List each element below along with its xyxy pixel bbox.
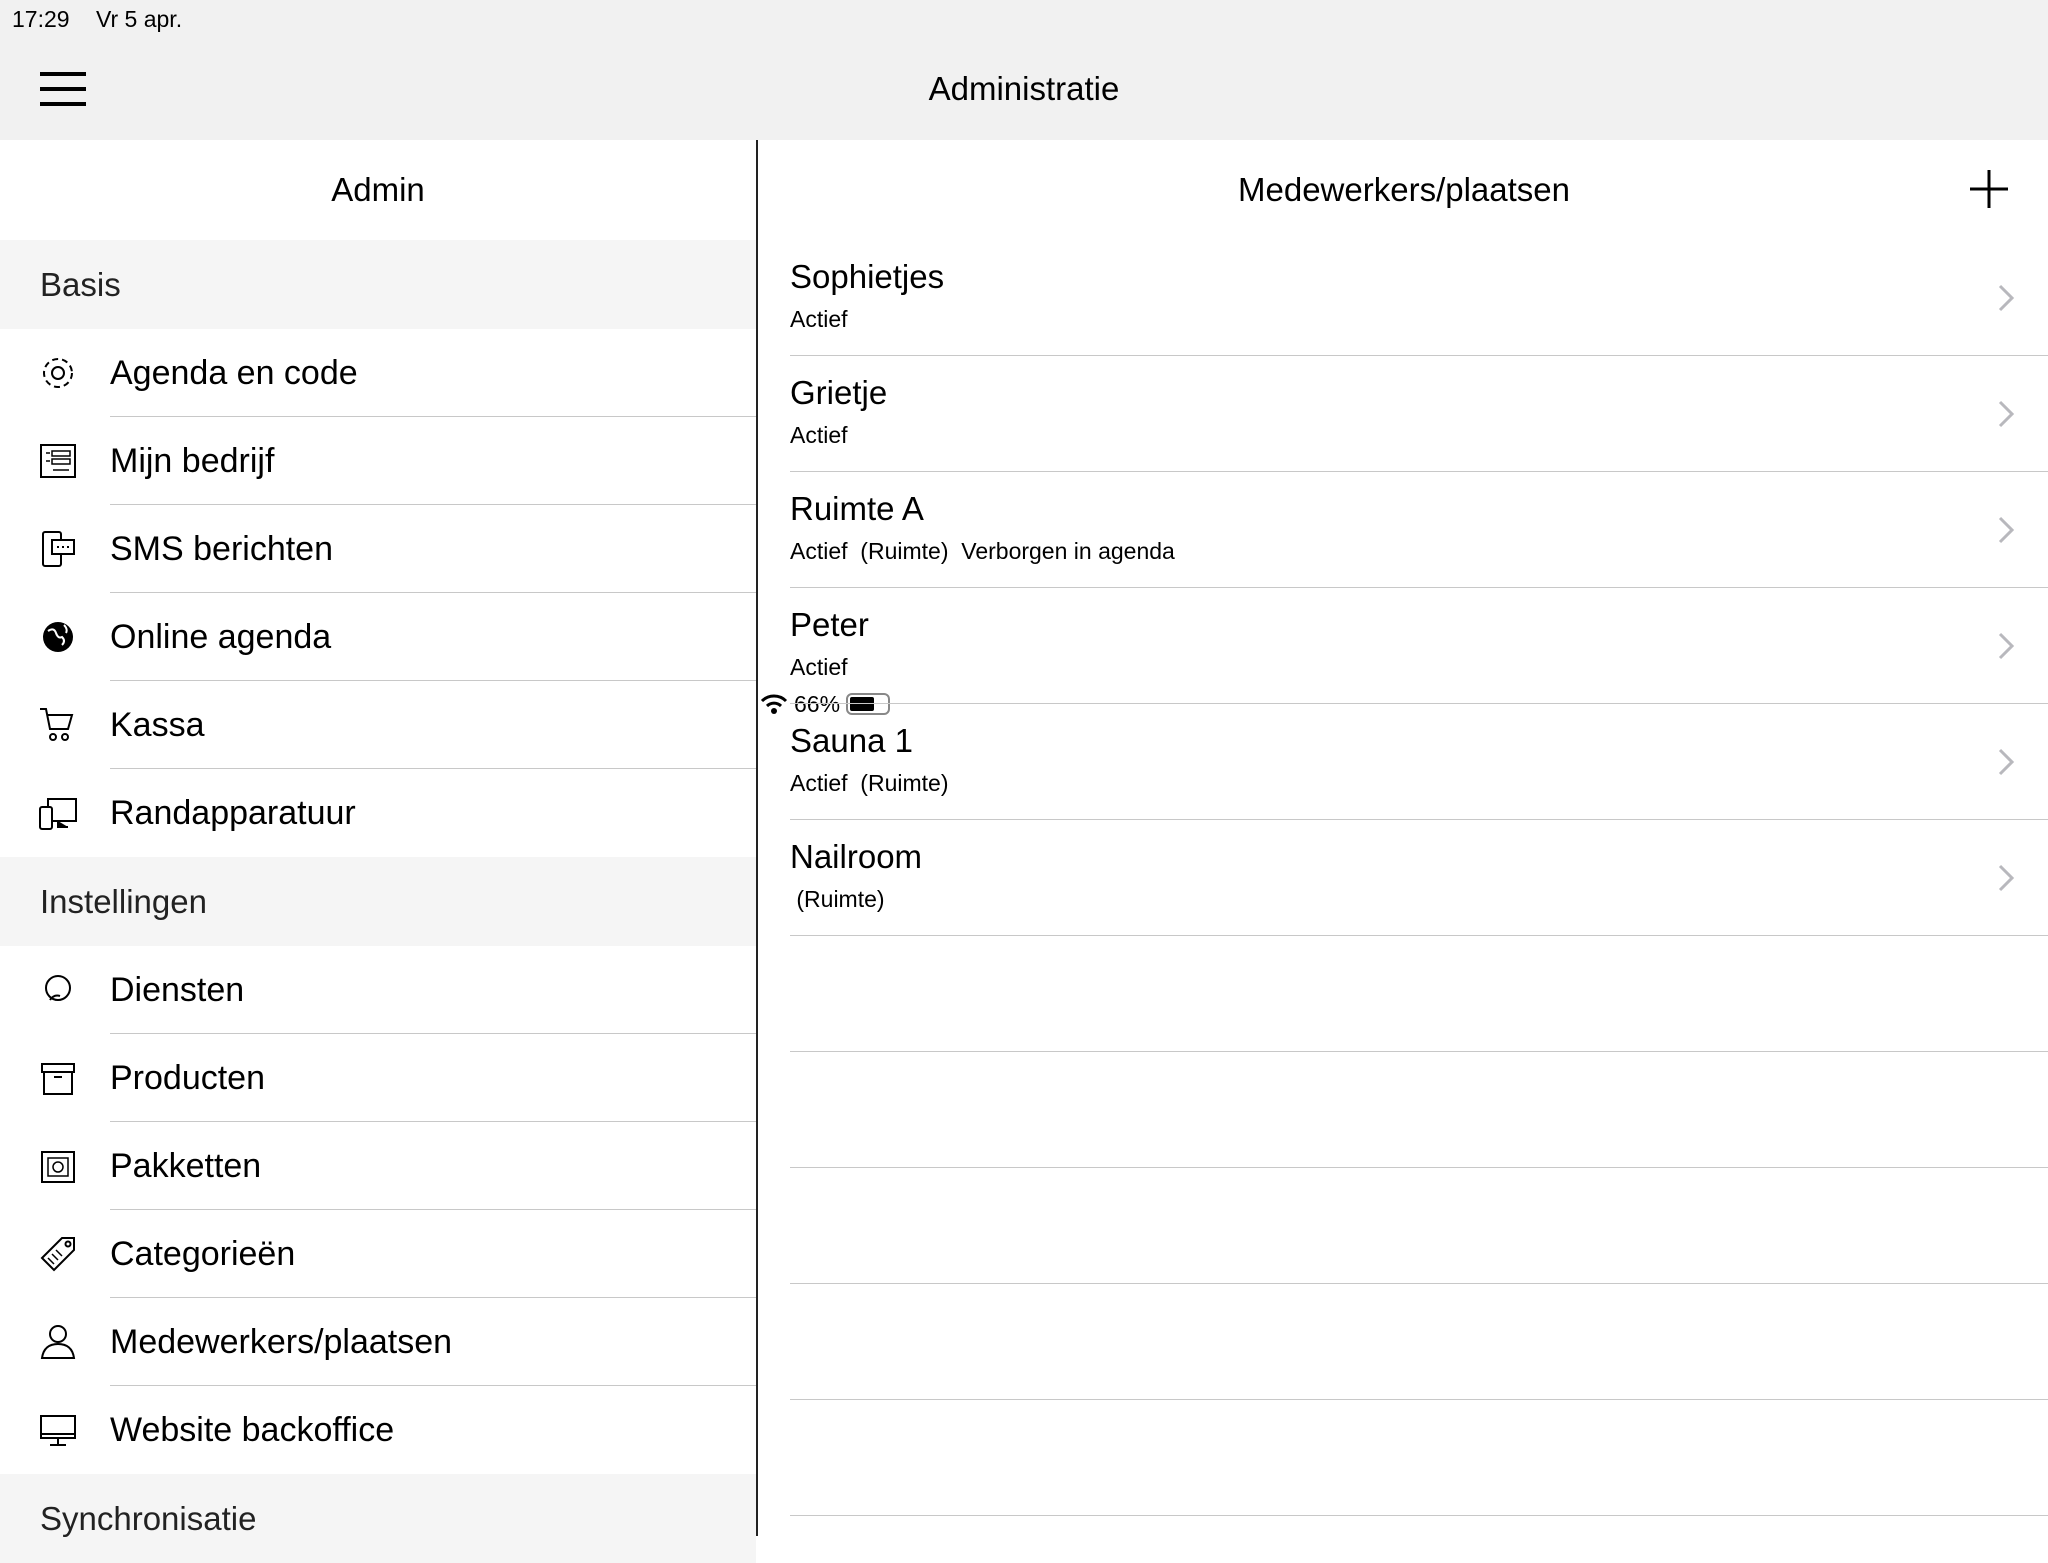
empty-row [790,1400,2048,1516]
list-item[interactable] [790,356,2048,472]
person-icon [38,1322,78,1362]
item-name: Peter [790,606,869,643]
item-name: Ruimte A [790,490,924,527]
list-item[interactable] [790,472,2048,588]
battery-percent: 66% [794,690,841,717]
cart-icon [38,705,78,745]
devices-icon [38,793,78,833]
monitor-icon [38,1410,78,1450]
sidebar-item-label: Kassa [110,705,205,744]
tag-icon [38,1234,78,1274]
globe-icon [38,617,78,657]
chevron-right-icon [1996,862,2018,894]
sidebar-title: Admin [331,171,425,208]
status-date: Vr 5 apr. [96,6,183,32]
list-item[interactable] [790,240,2048,356]
item-name: Sauna 1 [790,722,913,759]
item-status: Actief [790,654,848,680]
sidebar-item-label: Agenda en code [110,353,358,392]
sidebar-item[interactable] [0,1122,756,1210]
item-status: (Ruimte) [790,886,885,912]
admin-sidebar [0,140,758,1536]
add-button[interactable] [1968,168,2010,210]
sidebar-item-label: Medewerkers/plaatsen [110,1322,453,1361]
box-icon [38,1058,78,1098]
section-header: Synchronisatie [0,1474,756,1563]
sms-icon [38,529,78,569]
item-status: Actief [790,306,848,332]
form-icon [38,441,78,481]
chevron-right-icon [1996,630,2018,662]
chevron-right-icon [1996,398,2018,430]
gear-icon [38,353,78,393]
sidebar-item[interactable] [0,329,756,417]
sidebar-item[interactable] [0,1298,756,1386]
sidebar-item-label: Categorieën [110,1234,296,1273]
empty-row [790,1052,2048,1168]
list-item[interactable] [790,704,2048,820]
services-icon [38,970,78,1010]
list-item[interactable] [790,820,2048,936]
sidebar-item-label: Pakketten [110,1146,262,1185]
sidebar-item[interactable] [0,1034,756,1122]
page-title: Administratie [928,70,1120,107]
sidebar-item[interactable] [0,1210,756,1298]
item-name: Sophietjes [790,258,945,295]
chevron-right-icon [1996,514,2018,546]
sidebar-item-label: Online agenda [110,617,332,656]
sidebar-item[interactable] [0,946,756,1034]
staff-list-pane [760,140,2048,1536]
chevron-right-icon [1996,282,2018,314]
sidebar-item[interactable] [0,417,756,505]
item-status: Actief (Ruimte) [790,770,949,796]
sidebar-item-label: Producten [110,1058,265,1097]
sidebar-item-label: Diensten [110,970,245,1009]
sidebar-item-label: Randapparatuur [110,793,356,832]
sidebar-item-label: Mijn bedrijf [110,441,275,480]
section-header: Instellingen [0,857,756,946]
nav-bar [0,40,2048,140]
pane-title: Medewerkers/plaatsen [1238,171,1570,208]
sidebar-item[interactable] [0,1386,756,1474]
item-status: Actief [790,422,848,448]
section-header: Basis [0,240,756,329]
empty-row [790,1284,2048,1400]
status-time: 17:29 [12,6,70,32]
item-name: Grietje [790,374,888,411]
list-item[interactable] [790,588,2048,704]
empty-row [790,936,2048,1052]
sidebar-item[interactable] [0,505,756,593]
item-status: Actief (Ruimte) Verborgen in agenda [790,538,1175,564]
item-name: Nailroom [790,838,923,875]
sidebar-item[interactable] [0,769,756,857]
chevron-right-icon [1996,746,2018,778]
sidebar-item[interactable] [0,593,756,681]
sidebar-item-label: SMS berichten [110,529,333,568]
sidebar-item[interactable] [0,681,756,769]
empty-row [790,1168,2048,1284]
sidebar-item-label: Website backoffice [110,1410,395,1449]
package-icon [38,1146,78,1186]
